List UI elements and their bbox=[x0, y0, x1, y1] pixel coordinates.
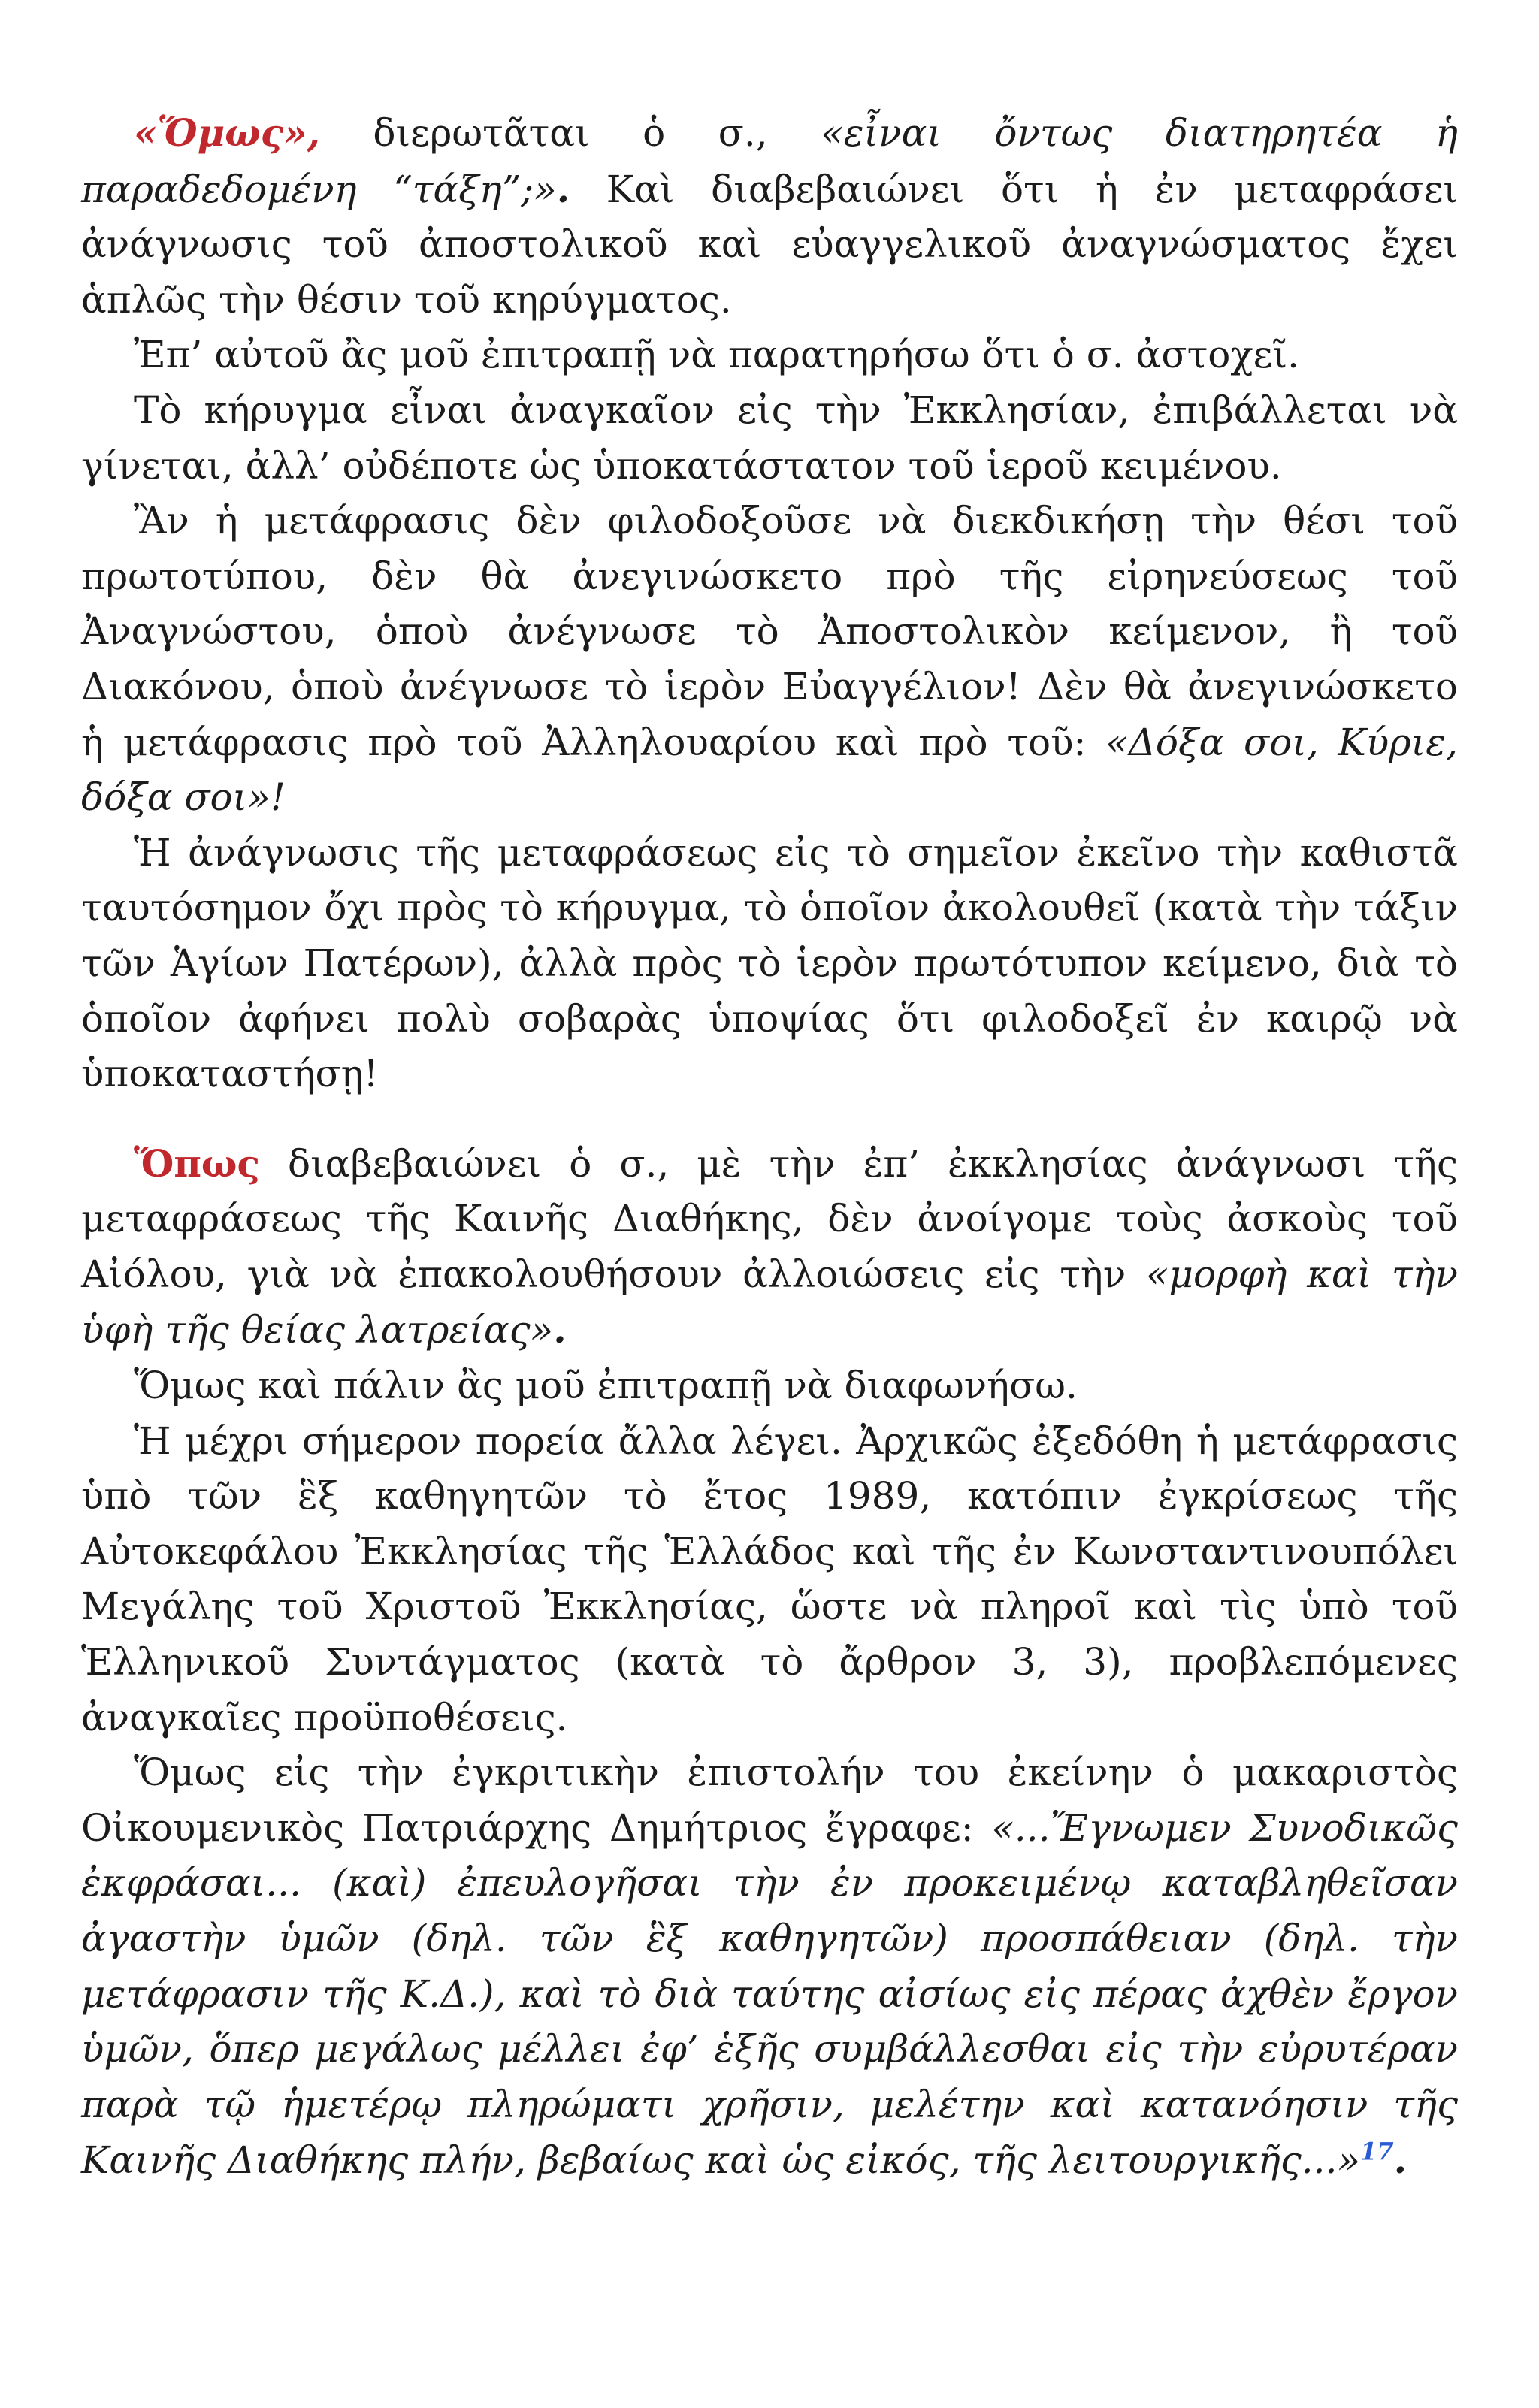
punctuation: . bbox=[1393, 2138, 1407, 2183]
paragraph-9 bbox=[81, 1745, 1458, 2189]
paragraph-text: διαβεβαιώνει ὁ σ., μὲ τὴν ἐπ’ ἐκκλησίας ἀνάγνωσι τῆς μεταφράσεως τῆς Καινῆς Διαθήκης, δὲν ἀνοίγομε τοὺς ἀσκοὺς τοῦ Αἰόλου, γιὰ νὰ ἐπακολουθήσουν ἀλλοιώσεις εἰς τὴν bbox=[81, 1141, 1458, 1296]
paragraph-4 bbox=[81, 494, 1458, 826]
quotation: «...Ἔγνωμεν Συνοδικῶς ἐκφράσαι... (καὶ) ἐπευλογῆσαι τὴν ἐν προκειμένῳ καταβληθεῖσαν ἀγαστὴν ὑμῶν (δηλ. τῶν ἓξ καθηγητῶν) προσπάθειαν (δηλ. τὴν μετάφρασιν τῆς Κ.Δ.), καὶ τὸ διὰ ταύτης αἰσίως εἰς πέρας ἀχθὲν ἔργον ὑμῶν, ὅπερ μεγάλως μέλλει ἐφ’ ἑξῆς συμβάλλεσθαι εἰς τὴν εὐρυτέραν παρὰ τῷ ἡμετέρῳ πληρώματι χρῆσιν, μελέτην καὶ κατανόησιν τῆς Καινῆς Διαθήκης πλήν, βεβαίως καὶ ὡς εἰκός, τῆς λειτουργικῆς...» bbox=[81, 1805, 1458, 2183]
document-page bbox=[81, 105, 1458, 2189]
paragraph-8: Ἡ μέχρι σήμερον πορεία ἄλλα λέγει. Ἀρχικῶς ἐξεδόθη ἡ μετάφρασις ὑπὸ τῶν ἓξ καθηγητῶν τὸ ἔτος 1989, κατόπιν ἐγκρίσεως τῆς Αὐτοκεφάλου Ἐκκλησίας τῆς Ἑλλάδος καὶ τῆς ἐν Κωνσταντινουπόλει Μεγάλης τοῦ Χριστοῦ Ἐκκλησίας, ὥστε νὰ πληροῖ καὶ τὶς ὑπὸ τοῦ Ἑλληνικοῦ Συντάγματος (κατὰ τὸ ἄρθρον 3, 3), προβλεπόμενες ἀναγκαῖες προϋποθέσεις. bbox=[81, 1419, 1458, 1739]
paragraph-6 bbox=[81, 1136, 1458, 1358]
paragraph-text: Ὅμως εἰς τὴν ἐγκριτικὴν ἐπιστολήν του ἐκείνην ὁ μακαριστὸς Οἰκουμενικὸς Πατριάρχης Δημήτριος ἔγραφε: bbox=[81, 1751, 1458, 1850]
quotation: «εἶναι ὄντως διατηρητέα ἡ παραδεδομένη “τάξη”;» bbox=[81, 111, 1459, 211]
paragraph-3: Τὸ κήρυγμα εἶναι ἀναγκαῖον εἰς τὴν Ἐκκλησίαν, ἐπιβάλλεται νὰ γίνεται, ἀλλ’ οὐδέποτε ὡς ὑποκατάστατον τοῦ ἱεροῦ κειμένου. bbox=[81, 388, 1458, 488]
punctuation: . bbox=[556, 166, 570, 211]
punctuation: . bbox=[553, 1307, 567, 1352]
paragraph-1 bbox=[81, 105, 1458, 328]
paragraph-text: Καὶ διαβεβαιώνει ὅτι ἡ ἐν μεταφράσει ἀνάγνωσις τοῦ ἀποστολικοῦ καὶ εὐαγγελικοῦ ἀναγνώσματος ἔχει ἁπλῶς τὴν θέσιν τοῦ κηρύγματος. bbox=[81, 167, 1459, 322]
paragraph-7: Ὅμως καὶ πάλιν ἂς μοῦ ἐπιτραπῇ νὰ διαφωνήσω. bbox=[134, 1364, 1078, 1408]
paragraph-text: Ἂν ἡ μετάφρασις δὲν φιλοδοξοῦσε νὰ διεκδικήσῃ τὴν θέσι τοῦ πρωτοτύπου, δὲν θὰ ἀνεγινώσκετο πρὸ τῆς εἰρηνεύσεως τοῦ Ἀναγνώστου, ὁποὺ ἀνέγνωσε τὸ Ἀποστολικὸν κείμενον, ἢ τοῦ Διακόνου, ὁποὺ ἀνέγνωσε τὸ ἱερὸν Εὐαγγέλιον! Δὲν θὰ ἀνεγινώσκετο ἡ μετάφρασις πρὸ τοῦ Ἀλληλουαρίου καὶ πρὸ τοῦ: bbox=[81, 499, 1458, 764]
paragraph-text: διερωτᾶται ὁ σ., bbox=[319, 111, 821, 155]
footnote-marker[interactable]: 17 bbox=[1360, 2137, 1394, 2166]
paragraph-2: Ἐπ’ αὐτοῦ ἂς μοῦ ἐπιτραπῇ νὰ παρατηρήσω ὅτι ὁ σ. ἀστοχεῖ. bbox=[134, 333, 1300, 377]
quotation: «μορφὴ καὶ τὴν ὑφὴ τῆς θείας λατρείας» bbox=[81, 1252, 1458, 1352]
lead-word: «Ὅμως», bbox=[134, 110, 320, 155]
quotation: «Δόξα σοι, Κύριε, δόξα σοι»! bbox=[81, 720, 1458, 820]
lead-word: Ὅπως bbox=[134, 1141, 260, 1186]
paragraph-5: Ἡ ἀνάγνωσις τῆς μεταφράσεως εἰς τὸ σημεῖον ἐκεῖνο τὴν καθιστᾶ ταυτόσημον ὄχι πρὸς τὸ κήρυγμα, τὸ ὁποῖον ἀκολουθεῖ (κατὰ τὴν τάξιν τῶν Ἁγίων Πατέρων), ἀλλὰ πρὸς τὸ ἱερὸν πρωτότυπον κείμενο, διὰ τὸ ὁποῖον ἀφήνει πολὺ σοβαρὰς ὑποψίας ὅτι φιλοδοξεῖ ἐν καιρῷ νὰ ὑποκαταστήσῃ! bbox=[81, 830, 1458, 1096]
